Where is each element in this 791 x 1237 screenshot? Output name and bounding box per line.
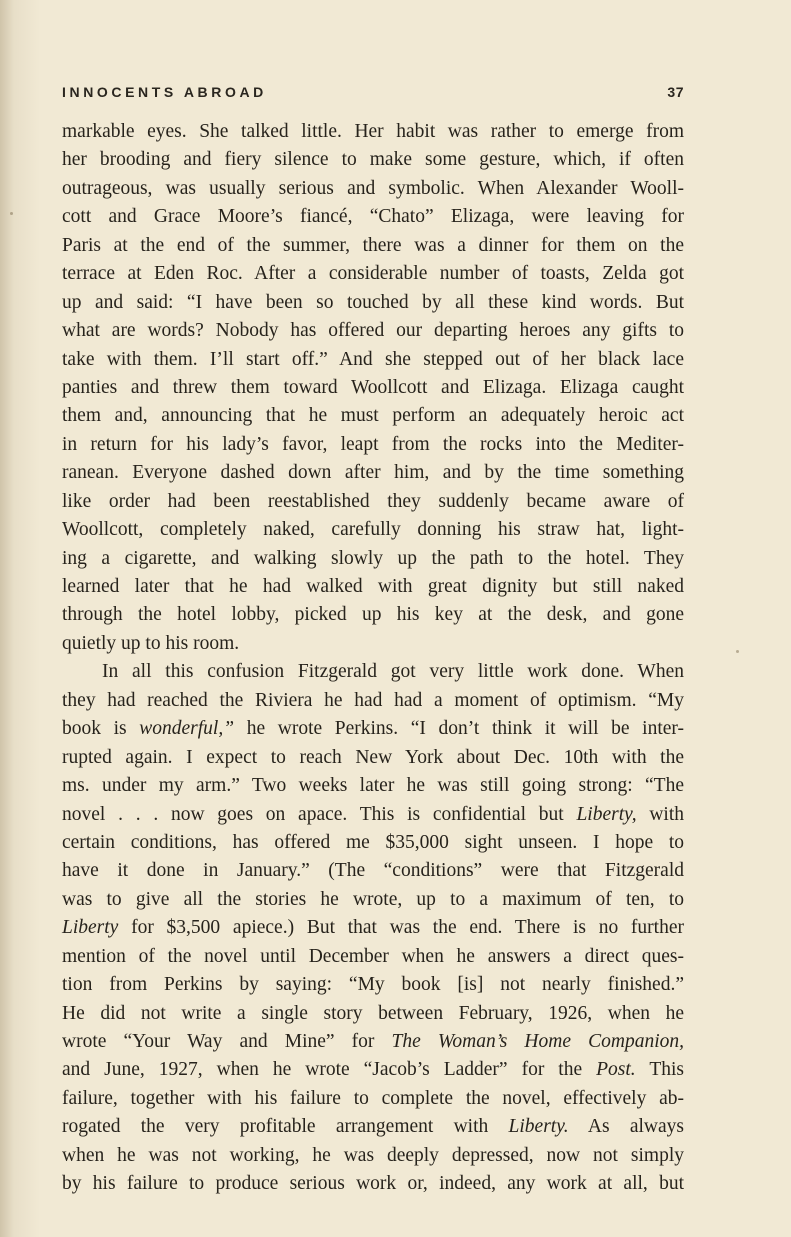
text-line: by his failure to produce serious work or, indeed, any work at all, but [62, 1173, 684, 1195]
text-run: with [636, 803, 684, 825]
text-line: like order had been reestablished they suddenly became aware of [62, 490, 684, 512]
text-line: He did not write a single story between February, 1926, when he [62, 1002, 684, 1024]
body-text [62, 118, 684, 1199]
text-line: markable eyes. She talked little. Her habit was rather to emerge from [62, 121, 684, 142]
paper-speck [10, 212, 13, 215]
text-run: and June, 1927, when he wrote “Jacob’s Ladder” for the [62, 1059, 597, 1081]
page-number: 37 [667, 84, 684, 100]
text-line [62, 1028, 684, 1056]
text-line: ms. under my arm.” Two weeks later he was still going strong: “The [62, 775, 684, 797]
paragraph-1 [62, 118, 684, 658]
text-line: have it done in January.” (The “conditions” were that Fitzgerald [62, 860, 684, 882]
text-line: cott and Grace Moore’s fiancé, “Chato” Elizaga, were leaving for [62, 206, 684, 228]
text-line [62, 1056, 684, 1084]
text-line [62, 715, 684, 743]
text-line: through the hotel lobby, picked up his key at the desk, and gone [62, 604, 684, 626]
text-line: quietly up to his room. [62, 632, 240, 654]
running-title: INNOCENTS ABROAD [62, 84, 267, 100]
text-line: what are words? Nobody has offered our departing heroes any gifts to [62, 320, 684, 342]
italic-text: The Woman’s Home Companion, [391, 1031, 684, 1052]
text-run: rogated the very profitable arrangement with [62, 1116, 509, 1138]
text-line: terrace at Eden Roc. After a considerable number of toasts, Zelda got [62, 263, 684, 285]
text-line: they had reached the Riviera he had had a moment of optimism. “My [62, 689, 684, 711]
text-line: failure, together with his failure to complete the novel, effectively ab- [62, 1087, 684, 1109]
text-line: ing a cigarette, and walking slowly up the path to the hotel. They [62, 547, 684, 569]
paragraph-2 [62, 658, 684, 1198]
text-line [62, 1113, 684, 1141]
text-line: take with them. I’ll start off.” And she stepped out of her black lace [62, 348, 684, 370]
text-line [62, 914, 684, 942]
text-line: was to give all the stories he wrote, up to a maximum of ten, to [62, 888, 684, 910]
text-line: ranean. Everyone dashed down after him, and by the time something [62, 462, 684, 484]
text-line: tion from Perkins by saying: “My book [is] not nearly finished.” [62, 974, 684, 996]
text-line: panties and threw them toward Woollcott and Elizaga. Elizaga caught [62, 376, 684, 398]
text-run: novel . . . now goes on apace. This is confidential but [62, 803, 577, 825]
text-line: her brooding and fiery silence to make some gesture, which, if often [62, 149, 684, 171]
running-head [62, 84, 684, 104]
italic-text: Liberty [62, 917, 119, 939]
text-line: in return for his lady’s favor, leapt from the rocks into the Mediter- [62, 433, 684, 455]
text-run: he wrote Perkins. “I don’t think it will be inter- [234, 718, 684, 740]
text-line: Paris at the end of the summer, there was a dinner for them on the [62, 234, 684, 256]
text-line: when he was not working, he was deeply depressed, now not simply [62, 1144, 684, 1166]
text-run: wrote “Your Way and Mine” for [62, 1031, 392, 1052]
text-run: As always [568, 1116, 684, 1138]
text-line: up and said: “I have been so touched by all these kind words. But [62, 291, 684, 313]
paper-speck [736, 650, 739, 653]
italic-text: wonderful,” [139, 718, 235, 740]
text-run: for $3,500 apiece.) But that was the end. There is no further [118, 917, 684, 939]
text-line: Woollcott, completely naked, carefully donning his straw hat, light- [62, 519, 684, 541]
text-line: learned later that he had walked with great dignity but still naked [62, 576, 684, 597]
text-line: certain conditions, has offered me $35,000 sight unseen. I hope to [62, 831, 684, 853]
text-line: In all this confusion Fitzgerald got very little work done. When [102, 661, 684, 683]
italic-text: Post. [596, 1059, 636, 1081]
text-line: them and, announcing that he must perform an adequately heroic act [62, 405, 684, 427]
text-line: mention of the novel until December when he answers a direct ques- [62, 945, 684, 967]
text-line: outrageous, was usually serious and symbolic. When Alexander Wooll- [62, 177, 684, 199]
italic-text: Liberty. [508, 1116, 569, 1138]
text-line: rupted again. I expect to reach New York about Dec. 10th with the [62, 746, 684, 768]
text-run: book is [62, 718, 140, 740]
text-run: This [635, 1059, 684, 1081]
italic-text: Liberty, [576, 803, 637, 825]
text-line [62, 801, 684, 829]
